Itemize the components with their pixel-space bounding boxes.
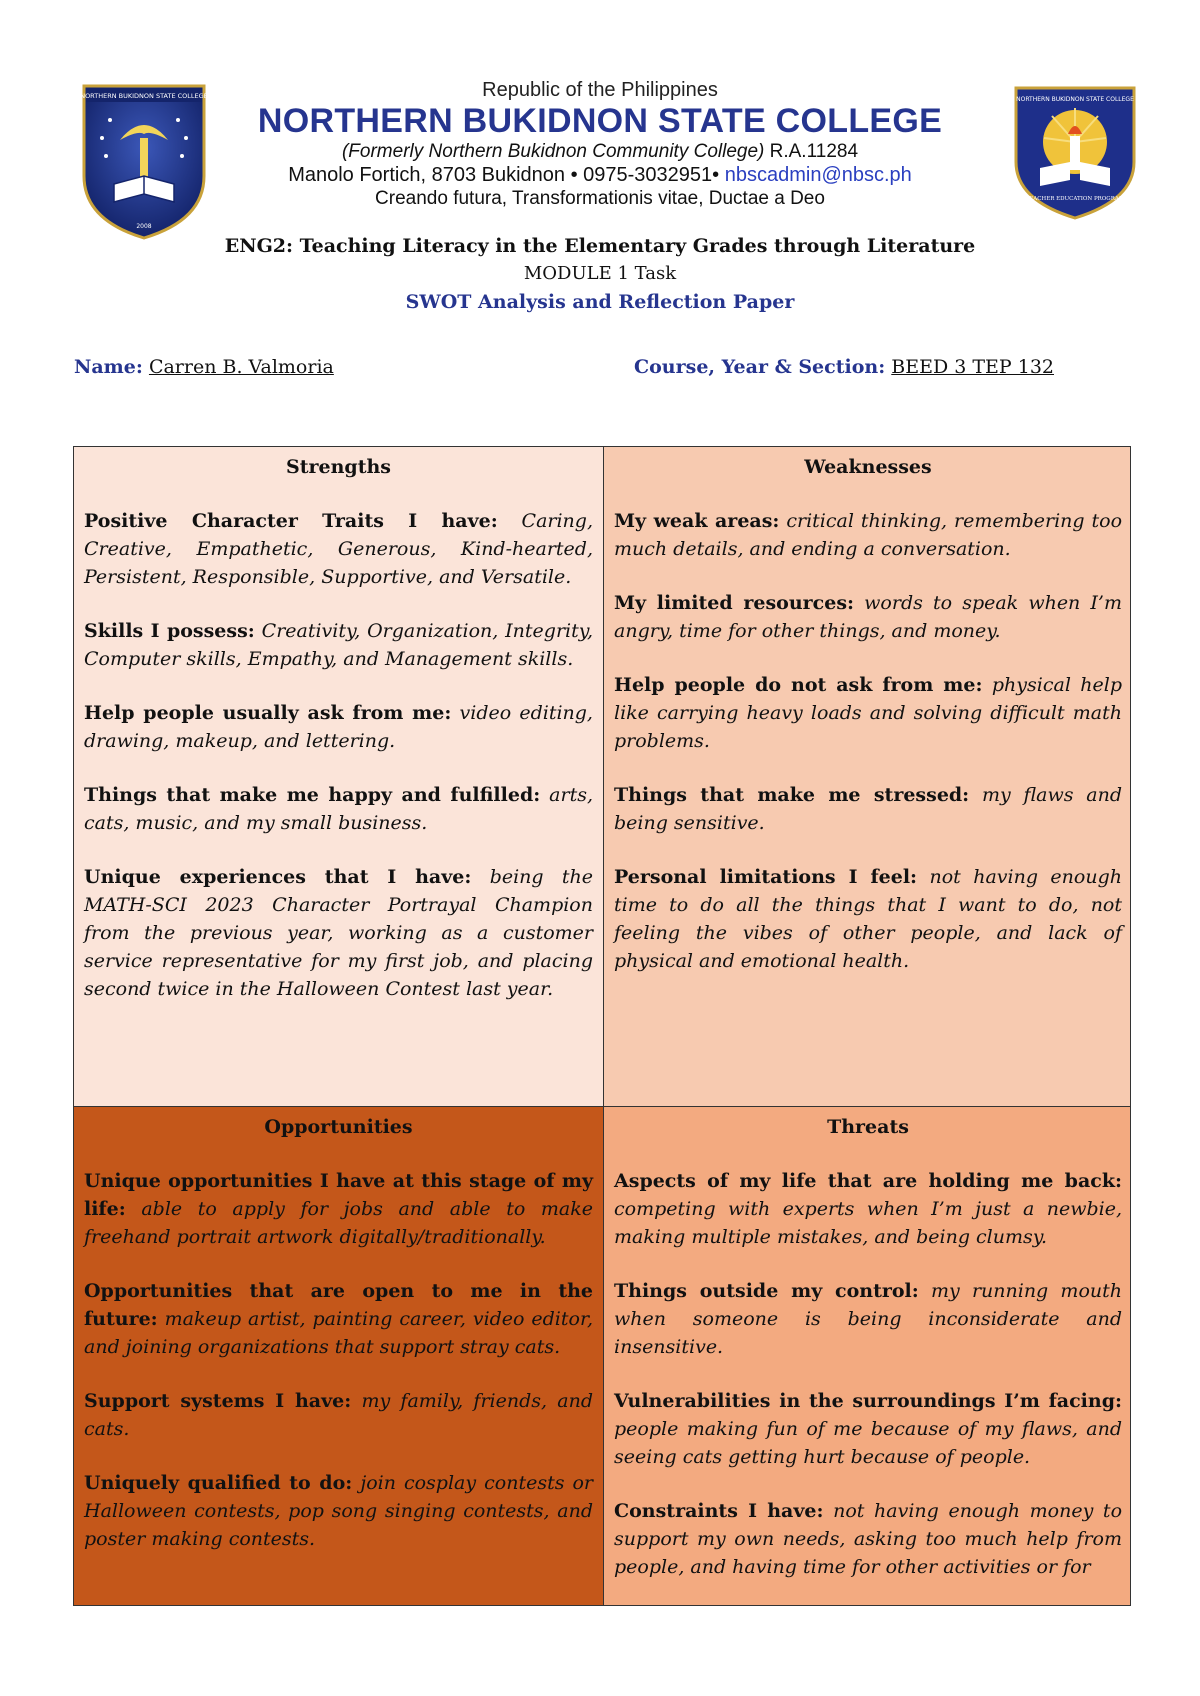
list-item: Unique experiences that I have: being the MATH-SCI 2023 Character Portrayal Champion from the previous year, working as a customer service representative for my first job, and placing second twice in the Halloween Contest last year.: [84, 866, 593, 1000]
swot-cell-threats: [604, 1107, 1131, 1606]
list-item: Skills I possess: Creativity, Organization, Integrity, Computer skills, Empathy, and Management skills.: [84, 620, 593, 670]
list-item: Help people do not ask from me: physical help like carrying heavy loads and solving difficult math problems.: [614, 674, 1122, 752]
course-label: Course, Year & Section:: [634, 356, 886, 378]
weaknesses-heading: Weaknesses: [804, 456, 932, 478]
list-item: Things outside my control: my running mouth when someone is being inconsiderate and insensitive.: [614, 1280, 1122, 1358]
list-item: Unique opportunities I have at this stage of my life: able to apply for jobs and able to make freehand portrait artwork digitally/traditionally.: [84, 1170, 593, 1248]
list-item: Support systems I have: my family, friends, and cats.: [84, 1390, 593, 1440]
list-item: My limited resources: words to speak when I’m angry, time for other things, and money.: [614, 592, 1122, 642]
motto-line: Creando futura, Transformationis vitae, Ductae a Deo: [375, 188, 825, 209]
swot-cell-weaknesses: [604, 447, 1131, 1107]
list-item: Uniquely qualified to do: join cosplay contests or Halloween contests, pop song singing contests, and poster making contests.: [84, 1472, 593, 1550]
list-item: Constraints I have: not having enough money to support my own needs, asking too much help from people, and having time for other activities or for: [614, 1500, 1123, 1578]
svg-text:NORTHERN BUKIDNON STATE COLLEG: NORTHERN BUKIDNON STATE COLLEGE: [80, 92, 208, 100]
list-item: Vulnerabilities in the surroundings I’m facing: people making fun of me because of my flaws, and seeing cats getting hurt because of people.: [614, 1390, 1122, 1468]
list-item: Help people usually ask from me: video editing, drawing, makeup, and lettering.: [84, 702, 593, 752]
opportunities-heading: Opportunities: [264, 1116, 413, 1138]
swot-cell-opportunities: [74, 1107, 604, 1606]
list-item: Things that make me stressed: my flaws and being sensitive.: [614, 784, 1122, 834]
email-link[interactable]: nbscadmin@nbsc.ph: [724, 164, 912, 186]
list-item: Opportunities that are open to me in the future: makeup artist, painting career, video editor, and joining organizations that support stray cats.: [84, 1280, 593, 1358]
swot-table: [73, 446, 1131, 1606]
list-item: Things that make me happy and fulfilled: arts, cats, music, and my small business.: [84, 784, 593, 834]
list-item: Aspects of my life that are holding me back: competing with experts when I’m just a newbie, making multiple mistakes, and being clumsy.: [614, 1170, 1122, 1248]
list-item: My weak areas: critical thinking, remembering too much details, and ending a conversation.: [614, 510, 1123, 560]
letterhead-text: [210, 78, 990, 210]
strengths-heading: Strengths: [286, 456, 391, 478]
republic-line: Republic of the Philippines: [482, 79, 718, 101]
svg-text:NORTHERN BUKIDNON STATE COLLEG: NORTHERN BUKIDNON STATE COLLEGE: [1016, 96, 1134, 103]
threats-heading: Threats: [827, 1116, 909, 1138]
address-line: Manolo Fortich, 8703 Bukidnon • 0975-3032951• nbscadmin@nbsc.ph: [288, 164, 912, 186]
teacher-education-seal-logo: [1010, 82, 1140, 222]
document-titles: [0, 232, 1200, 316]
list-item: Positive Character Traits I have: Caring, Creative, Empathetic, Generous, Kind-hearted, Persistent, Responsible, Supportive, and Versatile.: [84, 510, 593, 588]
swot-cell-strengths: [74, 447, 604, 1107]
task-title: SWOT Analysis and Reflection Paper: [405, 291, 795, 313]
student-course-field: [634, 356, 1054, 378]
course-title: ENG2: Teaching Literacy in the Elementary Grades through Literature: [224, 235, 976, 257]
course-value: BEED 3 TEP 132: [891, 356, 1054, 378]
college-seal-logo: [80, 80, 208, 242]
name-label: Name:: [74, 356, 143, 378]
student-name-field: [74, 356, 334, 378]
formerly-line: (Formerly Northern Bukidnon Community College) R.A.11284: [341, 141, 859, 162]
college-name: NORTHERN BUKIDNON STATE COLLEGE: [257, 102, 943, 140]
module-label: MODULE 1 Task: [523, 263, 677, 284]
letterhead-header: [0, 70, 1200, 230]
svg-text:2008: 2008: [136, 223, 152, 230]
svg-text:TEACHER EDUCATION PROGRAM: TEACHER EDUCATION PROGRAM: [1025, 196, 1125, 202]
name-value: Carren B. Valmoria: [148, 356, 334, 378]
list-item: Personal limitations I feel: not having enough time to do all the things that I want to do, not feeling the vibes of other people, and lack of physical and emotional health.: [614, 866, 1122, 972]
